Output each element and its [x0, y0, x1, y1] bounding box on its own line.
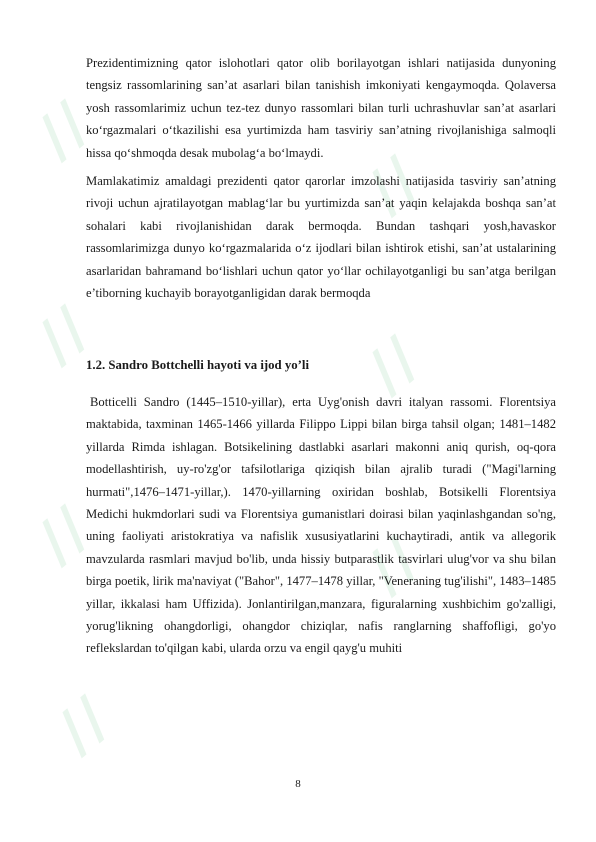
section-heading: 1.2. Sandro Bottchelli hayoti va ijod yo’li: [86, 358, 310, 373]
page-number: 8: [295, 778, 301, 790]
document-page: [86, 52, 556, 660]
paragraph: Botticelli Sandro (1445–1510-yillar), erta Uyg'onish davri italyan rassomi. Florentsiya maktabida, taxminan 1465-1466 yillarda Filippo Lippi bilan birga tahsil olgan; 1481–1482 yillarda Rimda ishlagan. Botsikelining dastlabki asarlari makonni aniq qurish, oq-qora modellashtirish, uy-ro'zg'or tafsilotlariga qiziqish bilan ajralib turadi ("Magi'larning hurmati",1476–1471-yillar,). 1470-yillarning oxiridan boshlab, Botsikelli Florentsiya Medichi hukmdorlari sudi va Florentsiya gumanistlari doirasi bilan yaqinlashgandan so'ng, uning faoliyati aristokratiya va nafislik xususiyatlarini kuchaytiradi, antik va allegorik mavzularda rasmlari mavjud bo'lib, unda hissiy butparastlik tasvirlari ulug'vor va shu bilan birga poetik, lirik ma'naviyat ("Bahor", 1477–1478 yillar, "Veneraning tug'ilishi", 1483–1485 yillar, ikkalasi ham Uffizida). Jonlantirilgan,manzara, figuralarning xushbichim go'zalligi, yorug'likning ohangdorligi, ohangdor chiziqlar, nafis ranglarning shaffofligi, go'yo reflekslardan to'qilgan kabi, ularda orzu va engil qayg'u muhiti: [86, 394, 556, 656]
watermark: // // // // // // //: [23, 88, 433, 765]
paragraph: Mamlakatimiz amaldagi prezidenti qator qarorlar imzolashi natijasida tasviriy san’atning rivoji uchun ajratilayotgan mablag‘lar bu yurtimizda san’at yaqin kelajakda boshqa san’at sohalari kabi rivojlanishidan darak bermoqda. Bundan tashqari yosh,havaskor rassomlarimizga dunyo ko‘rgazmalarida o‘z ijodlari bilan ishtirok etishi, san’at ustalarining asarlaridan bahramand bo‘lishlari uchun qator yo‘llar ochilayotganligi bu san’atga berilgan e’tiborning kuchayib borayotganligidan darak bermoqda: [86, 174, 556, 301]
paragraph: Prezidentimizning qator islohotlari qator olib borilayotgan ishlari natijasida dunyoning tengsiz rassomlarining san’at asarlari bilan tanishish imkoniyati kengaymoqda. Qolaversa yosh rassomlarimiz uchun tez-tez dunyo rassomlari bilan turli uchrashuvlar san’at asarlari ko‘rgazmalari o‘tkazilishi esa yurtimizda ham tasviriy san’atning rivojlanishiga salmoqli hissa qo‘shmoqda desak mubolag‘a bo‘lmaydi.: [86, 56, 556, 160]
